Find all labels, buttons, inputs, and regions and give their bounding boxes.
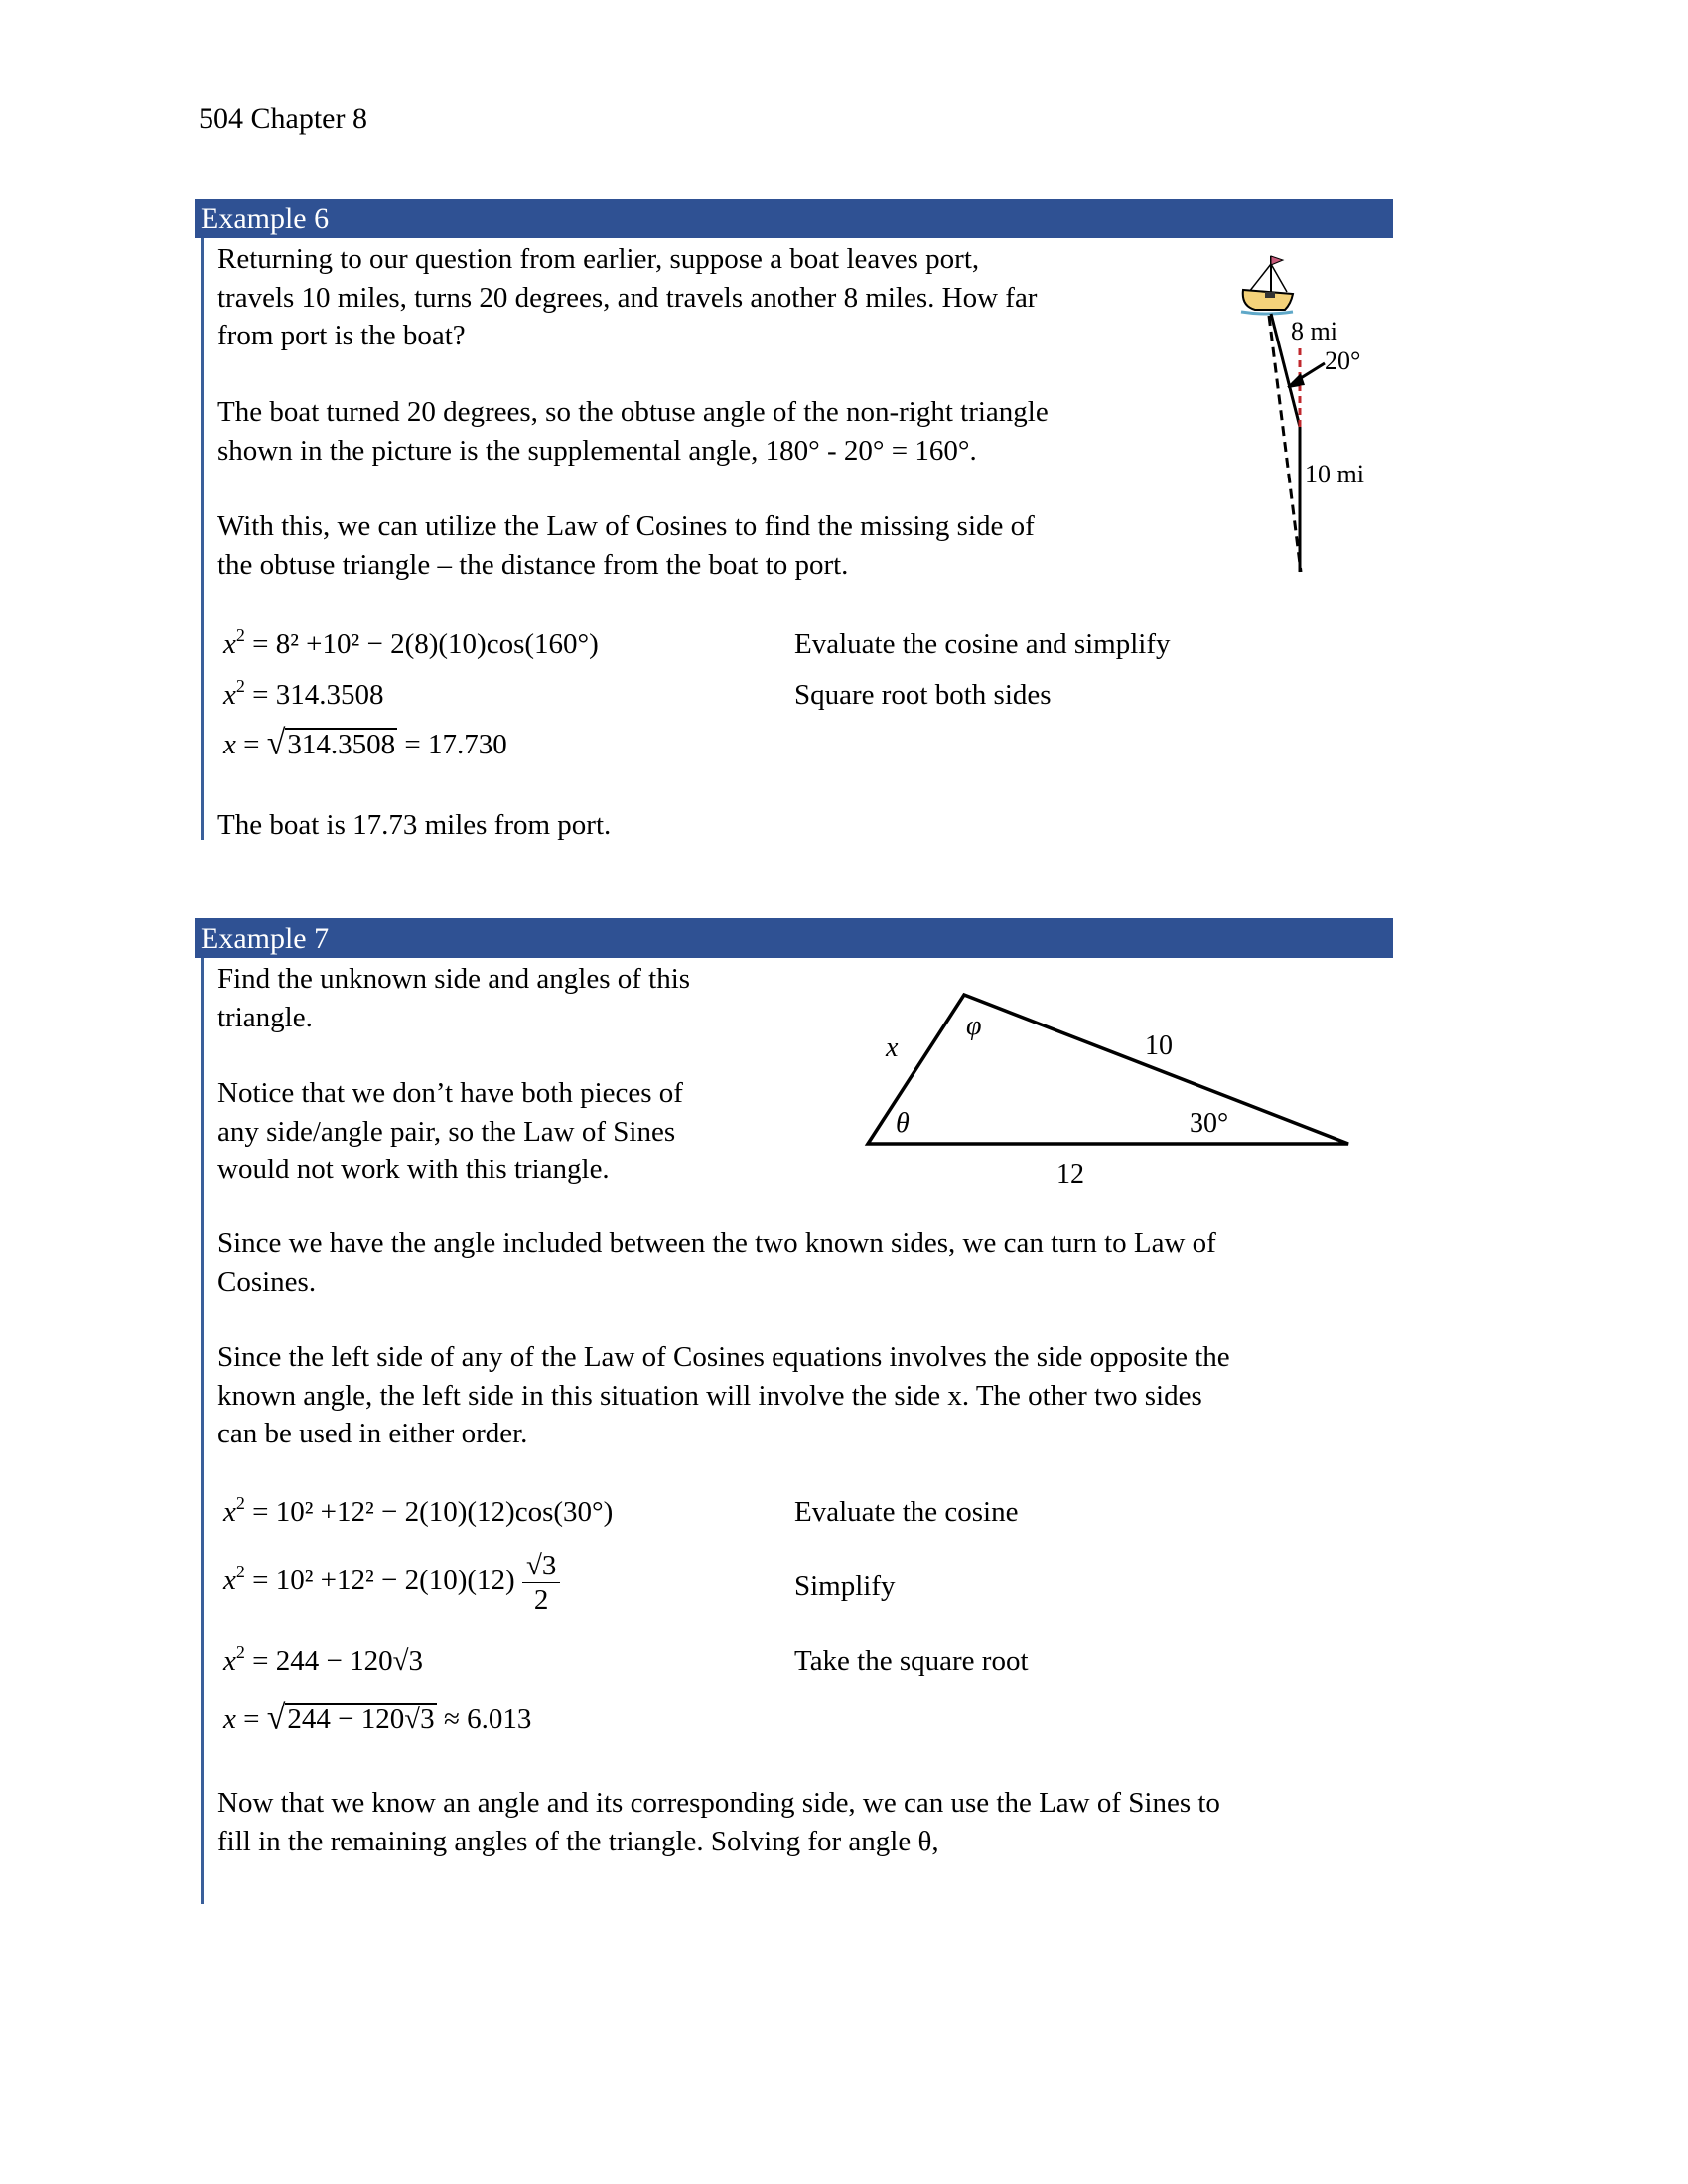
text-line: Cosines. bbox=[217, 1265, 317, 1297]
page-header: 504 Chapter 8 bbox=[199, 102, 367, 135]
sailboat-icon bbox=[1241, 256, 1293, 314]
text-line: any side/angle pair, so the Law of Sines bbox=[217, 1115, 676, 1148]
text-line: Since we have the angle included between the two known sides, we can turn to Law of bbox=[217, 1227, 1216, 1259]
exponent: 2 bbox=[235, 1562, 245, 1582]
exponent: 2 bbox=[235, 1493, 245, 1513]
exponent: 2 bbox=[235, 625, 245, 645]
ex7-note-3: Take the square root bbox=[794, 1645, 1029, 1677]
radicand: 314.3508 bbox=[287, 729, 396, 760]
ex7-equation-4 bbox=[223, 1700, 531, 1737]
variable-x: x bbox=[223, 1645, 236, 1677]
triangle-diagram bbox=[854, 973, 1390, 1191]
equation-result: ≈ 6.013 bbox=[436, 1704, 532, 1735]
ex7-note-1: Evaluate the cosine bbox=[794, 1496, 1019, 1528]
ex6-equation-2 bbox=[223, 676, 384, 712]
equals: = bbox=[243, 729, 267, 760]
ex6-equation-3 bbox=[223, 725, 507, 762]
ex6-equation-1 bbox=[223, 625, 599, 661]
text-line: shown in the picture is the supplemental angle, 180° - 20° = 160°. bbox=[217, 434, 977, 467]
exponent: 2 bbox=[235, 1642, 245, 1662]
variable-x: x bbox=[223, 679, 236, 711]
text-line: Since the left side of any of the Law of Cosines equations involves the side opposite the bbox=[217, 1341, 1230, 1373]
example-7-left-border bbox=[201, 958, 204, 1904]
text-line: Returning to our question from earlier, suppose a boat leaves port, bbox=[217, 243, 980, 275]
example-6-title-bar: Example 6 bbox=[195, 199, 1393, 238]
equals: = bbox=[243, 1704, 267, 1735]
example-7-intro bbox=[217, 960, 690, 1036]
angle-phi-label: φ bbox=[966, 1011, 982, 1041]
example-6-left-border bbox=[201, 238, 204, 840]
text-line: the obtuse triangle – the distance from the boat to port. bbox=[217, 548, 849, 581]
text-line: Find the unknown side and angles of this bbox=[217, 963, 691, 995]
ex6-note-2: Square root both sides bbox=[794, 679, 1052, 711]
example-6-supplemental-paragraph bbox=[217, 393, 1049, 470]
equation-result: = 17.730 bbox=[397, 729, 507, 760]
leg-8mi-label: 8 mi bbox=[1291, 317, 1337, 345]
ex7-note-2: Simplify bbox=[794, 1570, 896, 1602]
equation-rhs: = 8² +10² − 2(8)(10)cos(160°) bbox=[252, 628, 599, 660]
variable-x: x bbox=[223, 1496, 236, 1528]
example-7-left-side-paragraph bbox=[217, 1338, 1230, 1453]
variable-x: x bbox=[223, 628, 236, 660]
example-7-cosines-paragraph bbox=[217, 1224, 1216, 1300]
leg-10mi-label: 10 mi bbox=[1305, 460, 1364, 488]
equation-rhs: = 10² +12² − 2(10)(12)cos(30°) bbox=[252, 1496, 614, 1528]
fraction-denominator: 2 bbox=[533, 1584, 549, 1616]
fraction-numerator: √3 bbox=[522, 1549, 560, 1583]
text-line: Now that we know an angle and its corresponding side, we can use the Law of Sines to bbox=[217, 1787, 1220, 1819]
text-line: triangle. bbox=[217, 1001, 313, 1033]
example-7-final-paragraph bbox=[217, 1784, 1220, 1860]
ex7-equation-1 bbox=[223, 1493, 614, 1529]
variable-x: x bbox=[223, 1565, 236, 1597]
ex7-equation-2 bbox=[223, 1549, 560, 1617]
equation-rhs: = 10² +12² − 2(10)(12) bbox=[252, 1565, 515, 1597]
side-x-label: x bbox=[886, 1032, 899, 1063]
ex6-note-1: Evaluate the cosine and simplify bbox=[794, 628, 1171, 660]
text-line: from port is the boat? bbox=[217, 320, 466, 351]
example-6-question bbox=[217, 240, 1037, 355]
radicand: 244 − 120√3 bbox=[287, 1704, 435, 1735]
equation-rhs: = 314.3508 bbox=[252, 679, 384, 711]
ex7-equation-3 bbox=[223, 1642, 424, 1678]
text-line: The boat turned 20 degrees, so the obtuse angle of the non-right triangle bbox=[217, 396, 1049, 428]
text-line: travels 10 miles, turns 20 degrees, and travels another 8 miles. How far bbox=[217, 281, 1038, 314]
variable-x: x bbox=[223, 729, 236, 760]
angle-20-label: 20° bbox=[1325, 346, 1361, 375]
fraction bbox=[522, 1549, 560, 1617]
distance-dashed-line bbox=[1269, 316, 1301, 572]
radical-sign: √ bbox=[266, 1699, 286, 1737]
text-line: would not work with this triangle. bbox=[217, 1154, 610, 1185]
example-7-notice bbox=[217, 1074, 683, 1189]
text-line: known angle, the left side in this situation will involve the side x. The other two sides bbox=[217, 1379, 1202, 1412]
text-line: can be used in either order. bbox=[217, 1418, 528, 1449]
text-line: fill in the remaining angles of the triangle. Solving for angle θ, bbox=[217, 1825, 939, 1857]
text-line: Notice that we don’t have both pieces of bbox=[217, 1077, 683, 1109]
example-7-title-bar: Example 7 bbox=[195, 918, 1393, 958]
radical-sign: √ bbox=[266, 724, 286, 762]
example-6-conclusion: The boat is 17.73 miles from port. bbox=[217, 809, 612, 841]
exponent: 2 bbox=[235, 676, 245, 696]
angle-theta-label: θ bbox=[896, 1108, 910, 1139]
variable-x: x bbox=[223, 1704, 236, 1735]
boat-diagram bbox=[1221, 248, 1400, 576]
text-line: With this, we can utilize the Law of Cosines to find the missing side of bbox=[217, 510, 1035, 542]
side-10-label: 10 bbox=[1145, 1030, 1173, 1061]
angle-30-label: 30° bbox=[1190, 1108, 1229, 1139]
side-12-label: 12 bbox=[1056, 1160, 1084, 1190]
equation-rhs: = 244 − 120√3 bbox=[252, 1645, 424, 1677]
example-6-law-of-cosines-paragraph bbox=[217, 507, 1035, 584]
triangle-shape bbox=[868, 995, 1348, 1144]
